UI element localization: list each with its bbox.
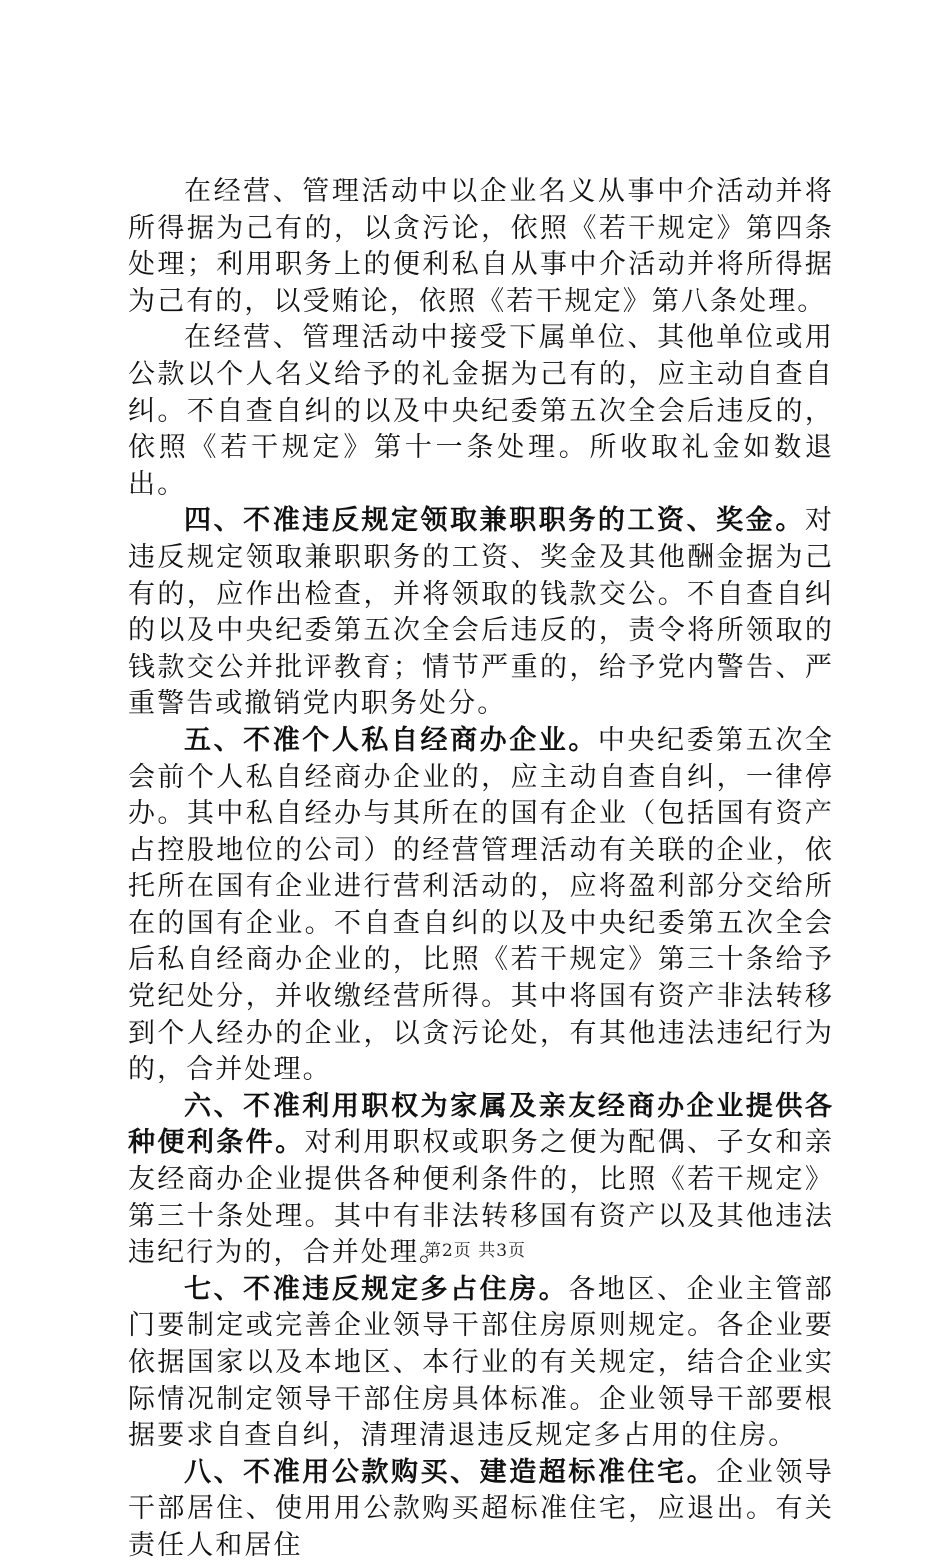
document-body [128, 174, 834, 1565]
section-heading-5: 五、不准个人私自经商办企业。 [184, 724, 598, 756]
paragraph-1 [128, 174, 834, 320]
paragraph-text: 在经营、管理活动中以企业名义从事中介活动并将所得据为己有的，以贪污论，依照《若干规定》第四条处理；利用职务上的便利私自从事中介活动并将所得据为己有的，以受贿论，依照《若干规定》第八条处理。 [128, 176, 834, 317]
section-heading-8: 八、不准用公款购买、建造超标准住宅。 [184, 1456, 717, 1488]
paragraph-3 [128, 503, 834, 723]
paragraph-text: 对违反规定领取兼职职务的工资、奖金及其他酬金据为己有的，应作出检查，并将领取的钱款交公。不自查自纠的以及中央纪委第五次全会后违反的，责令将所领取的钱款交公并批评教育；情节严重的，给予党内警告、严重警告或撤销党内职务处分。 [128, 505, 834, 720]
paragraph-2 [128, 320, 834, 503]
paragraph-text: 各地区、企业主管部门要制定或完善企业领导干部住房原则规定。各企业要依据国家以及本地区、本行业的有关规定，结合企业实际情况制定领导干部住房具体标准。企业领导干部要根据要求自查自纠，清理清退违反规定多占用的住房。 [128, 1273, 834, 1452]
page-number-label: 第2页 共3页 [423, 1241, 527, 1261]
paragraph-7 [128, 1455, 834, 1565]
section-heading-4: 四、不准违反规定领取兼职职务的工资、奖金。 [184, 505, 805, 537]
paragraph-4 [128, 723, 834, 1089]
paragraph-text: 中央纪委第五次全会前个人私自经商办企业的，应主动自查自纠，一律停办。其中私自经办与其所在的国有企业（包括国有资产占控股地位的公司）的经营管理活动有关联的企业，依托所在国有企业进行营利活动的，应将盈利部分交给所在的国有企业。不自查自纠的以及中央纪委第五次全会后私自经商办企业的，比照《若干规定》第三十条给予党纪处分，并收缴经营所得。其中将国有资产非法转移到个人经办的企业，以贪污论处，有其他违法违纪行为的，合并处理。 [128, 724, 834, 1086]
section-heading-7: 七、不准违反规定多占住房。 [184, 1273, 569, 1305]
paragraph-6 [128, 1272, 834, 1455]
paragraph-text: 对利用职权或职务之便为配偶、子女和亲友经商办企业提供各种便利条件的，比照《若干规定》第三十条处理。其中有非法转移国有资产以及其他违法违纪行为的，合并处理。 [128, 1127, 834, 1269]
section-heading-6: 六、不准利用职权为家属及亲友经商办企业提供各种便利条件。 [128, 1090, 834, 1159]
page-footer [0, 1236, 950, 1261]
paragraph-text: 在经营、管理活动中接受下属单位、其他单位或用公款以个人名义给予的礼金据为己有的，应主动自查自纠。不自查自纠的以及中央纪委第五次全会后违反的，依照《若干规定》第十一条处理。所收取礼金如数退出。 [128, 322, 834, 500]
paragraph-text: 企业领导干部居住、使用用公款购买超标准住宅，应退出。有关责任人和居住 [128, 1456, 834, 1561]
